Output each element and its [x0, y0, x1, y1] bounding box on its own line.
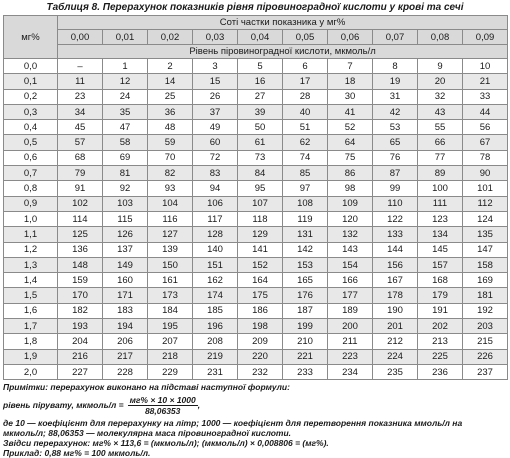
value-cell: 20: [418, 74, 463, 89]
column-header-cell: 0,01: [103, 30, 148, 45]
value-cell: 227: [58, 364, 103, 379]
value-cell: 135: [463, 227, 508, 242]
value-cell: 114: [58, 211, 103, 226]
value-cell: 6: [283, 59, 328, 74]
value-cell: 162: [193, 273, 238, 288]
hundredths-header: Соті частки показника у мг%: [58, 16, 508, 30]
value-cell: 117: [193, 211, 238, 226]
value-cell: 147: [463, 242, 508, 257]
value-cell: 76: [373, 150, 418, 165]
value-cell: 93: [148, 181, 193, 196]
value-cell: 140: [193, 242, 238, 257]
value-cell: 127: [148, 227, 193, 242]
value-cell: 202: [418, 319, 463, 334]
value-cell: 84: [238, 166, 283, 181]
value-cell: 12: [103, 74, 148, 89]
value-cell: 19: [373, 74, 418, 89]
column-header-cell: 0,09: [463, 30, 508, 45]
value-cell: 173: [148, 288, 193, 303]
value-cell: 129: [238, 227, 283, 242]
value-cell: 103: [103, 196, 148, 211]
row-mg-cell: 0,4: [4, 120, 58, 135]
value-cell: 51: [283, 120, 328, 135]
value-cell: 89: [418, 166, 463, 181]
table-row: [4, 227, 508, 242]
value-cell: 199: [283, 319, 328, 334]
value-cell: 133: [373, 227, 418, 242]
value-cell: 45: [58, 120, 103, 135]
value-cell: 90: [463, 166, 508, 181]
column-header-row: [4, 30, 508, 45]
value-cell: 176: [283, 288, 328, 303]
value-cell: 174: [193, 288, 238, 303]
value-cell: 101: [463, 181, 508, 196]
value-cell: 132: [328, 227, 373, 242]
table-row: [4, 120, 508, 135]
value-cell: 122: [373, 211, 418, 226]
value-cell: 177: [328, 288, 373, 303]
column-header-cell: 0,03: [193, 30, 238, 45]
value-cell: 56: [463, 120, 508, 135]
value-cell: 75: [328, 150, 373, 165]
column-header-cell: 0,07: [373, 30, 418, 45]
row-mg-cell: 0,7: [4, 166, 58, 181]
value-cell: 209: [238, 334, 283, 349]
value-cell: 219: [193, 349, 238, 364]
table-row: [4, 181, 508, 196]
row-mg-cell: 1,3: [4, 257, 58, 272]
table-row: [4, 150, 508, 165]
formula-numerator: мг% × 10 × 1000: [129, 394, 196, 405]
value-cell: 49: [193, 120, 238, 135]
formula: [3, 392, 507, 418]
value-cell: 157: [418, 257, 463, 272]
value-cell: 184: [148, 303, 193, 318]
table-row: [4, 319, 508, 334]
column-header-cell: 0,08: [418, 30, 463, 45]
value-cell: 9: [418, 59, 463, 74]
value-cell: 55: [418, 120, 463, 135]
value-cell: 204: [58, 334, 103, 349]
value-cell: 200: [328, 319, 373, 334]
table-row: [4, 211, 508, 226]
value-cell: 35: [103, 104, 148, 119]
row-mg-cell: 0,6: [4, 150, 58, 165]
value-cell: 2: [148, 59, 193, 74]
table-row: [4, 288, 508, 303]
value-cell: 187: [283, 303, 328, 318]
value-cell: 164: [238, 273, 283, 288]
value-cell: 183: [103, 303, 148, 318]
value-cell: 195: [148, 319, 193, 334]
row-mg-cell: 0,9: [4, 196, 58, 211]
table-row: [4, 303, 508, 318]
value-cell: 137: [103, 242, 148, 257]
row-mg-cell: 1,9: [4, 349, 58, 364]
value-cell: 57: [58, 135, 103, 150]
value-cell: 24: [103, 89, 148, 104]
notes-line-example: Приклад: 0,88 мг% = 100 мкмоль/л.: [3, 448, 151, 458]
value-cell: 128: [193, 227, 238, 242]
value-cell: 65: [373, 135, 418, 150]
conversion-table: [3, 15, 508, 380]
table-row: [4, 273, 508, 288]
value-cell: 131: [283, 227, 328, 242]
table-row: [4, 242, 508, 257]
value-cell: 225: [418, 349, 463, 364]
value-cell: 87: [373, 166, 418, 181]
column-header-cell: 0,00: [58, 30, 103, 45]
value-cell: 44: [463, 104, 508, 119]
value-cell: 61: [238, 135, 283, 150]
value-cell: 141: [238, 242, 283, 257]
table-row: [4, 196, 508, 211]
table-row: [4, 257, 508, 272]
value-cell: 92: [103, 181, 148, 196]
row-mg-cell: 1,1: [4, 227, 58, 242]
value-cell: 83: [193, 166, 238, 181]
value-cell: 40: [283, 104, 328, 119]
row-mg-cell: 0,3: [4, 104, 58, 119]
table-row: [4, 59, 508, 74]
column-header-cell: 0,06: [328, 30, 373, 45]
value-cell: 149: [103, 257, 148, 272]
value-cell: –: [58, 59, 103, 74]
value-cell: 139: [148, 242, 193, 257]
row-mg-cell: 1,0: [4, 211, 58, 226]
value-cell: 151: [193, 257, 238, 272]
value-cell: 68: [58, 150, 103, 165]
value-cell: 27: [238, 89, 283, 104]
value-cell: 233: [283, 364, 328, 379]
row-mg-cell: 1,4: [4, 273, 58, 288]
value-cell: 207: [148, 334, 193, 349]
value-cell: 15: [193, 74, 238, 89]
value-cell: 70: [148, 150, 193, 165]
value-cell: 171: [103, 288, 148, 303]
value-cell: 62: [283, 135, 328, 150]
value-cell: 14: [148, 74, 193, 89]
value-cell: 124: [463, 211, 508, 226]
row-mg-cell: 1,5: [4, 288, 58, 303]
notes-intro: Примітки: перерахунок виконано на підставі наступної формули:: [3, 382, 290, 393]
value-cell: 232: [238, 364, 283, 379]
value-cell: 194: [103, 319, 148, 334]
value-cell: 231: [193, 364, 238, 379]
value-cell: 193: [58, 319, 103, 334]
value-cell: 11: [58, 74, 103, 89]
formula-suffix: ,: [197, 400, 201, 411]
value-cell: 192: [463, 303, 508, 318]
value-cell: 73: [238, 150, 283, 165]
value-cell: 79: [58, 166, 103, 181]
value-cell: 64: [328, 135, 373, 150]
value-cell: 168: [418, 273, 463, 288]
value-cell: 95: [238, 181, 283, 196]
table-row: [4, 349, 508, 364]
notes-line-conversion: Звідси перерахунок: мг% × 113,6 = (мкмоль/л); (мкмоль/л) × 0,008806 = (мг%).: [3, 438, 329, 449]
value-cell: 212: [373, 334, 418, 349]
value-cell: 145: [418, 242, 463, 257]
value-cell: 154: [328, 257, 373, 272]
value-cell: 161: [148, 273, 193, 288]
value-cell: 203: [463, 319, 508, 334]
value-cell: 43: [418, 104, 463, 119]
value-cell: 50: [238, 120, 283, 135]
value-cell: 216: [58, 349, 103, 364]
value-cell: 39: [238, 104, 283, 119]
table-row: [4, 104, 508, 119]
value-cell: 236: [418, 364, 463, 379]
value-cell: 189: [328, 303, 373, 318]
value-cell: 208: [193, 334, 238, 349]
value-cell: 126: [103, 227, 148, 242]
value-cell: 104: [148, 196, 193, 211]
value-cell: 3: [193, 59, 238, 74]
value-cell: 111: [418, 196, 463, 211]
value-cell: 48: [148, 120, 193, 135]
value-cell: 165: [283, 273, 328, 288]
value-cell: 41: [328, 104, 373, 119]
row-mg-cell: 0,5: [4, 135, 58, 150]
value-cell: 190: [373, 303, 418, 318]
value-cell: 42: [373, 104, 418, 119]
table-body: [4, 59, 508, 380]
value-cell: 59: [148, 135, 193, 150]
value-cell: 158: [463, 257, 508, 272]
value-cell: 53: [373, 120, 418, 135]
value-cell: 185: [193, 303, 238, 318]
value-cell: 175: [238, 288, 283, 303]
value-cell: 226: [463, 349, 508, 364]
value-cell: 160: [103, 273, 148, 288]
value-cell: 18: [328, 74, 373, 89]
value-cell: 201: [373, 319, 418, 334]
value-cell: 156: [373, 257, 418, 272]
value-cell: 218: [148, 349, 193, 364]
value-cell: 82: [148, 166, 193, 181]
value-cell: 196: [193, 319, 238, 334]
value-cell: 106: [193, 196, 238, 211]
value-cell: 26: [193, 89, 238, 104]
value-cell: 144: [373, 242, 418, 257]
value-cell: 186: [238, 303, 283, 318]
value-cell: 142: [283, 242, 328, 257]
row-mg-cell: 0,8: [4, 181, 58, 196]
value-cell: 72: [193, 150, 238, 165]
value-cell: 182: [58, 303, 103, 318]
value-cell: 120: [328, 211, 373, 226]
value-cell: 108: [283, 196, 328, 211]
value-cell: 167: [373, 273, 418, 288]
row-mg-cell: 0,2: [4, 89, 58, 104]
value-cell: 150: [148, 257, 193, 272]
table-row: [4, 74, 508, 89]
mg-percent-header: мг%: [4, 16, 58, 59]
value-cell: 143: [328, 242, 373, 257]
value-cell: 7: [328, 59, 373, 74]
value-cell: 112: [463, 196, 508, 211]
table-row: [4, 334, 508, 349]
value-cell: 94: [193, 181, 238, 196]
value-cell: 223: [328, 349, 373, 364]
value-cell: 181: [463, 288, 508, 303]
value-cell: 100: [418, 181, 463, 196]
notes-line-molar-mass: мкмоль/л; 88,06353 — молекулярна маса піровиноградної кислоти.: [3, 428, 292, 439]
row-mg-cell: 0,0: [4, 59, 58, 74]
value-cell: 97: [283, 181, 328, 196]
value-cell: 213: [418, 334, 463, 349]
value-cell: 74: [283, 150, 328, 165]
value-cell: 153: [283, 257, 328, 272]
value-cell: 47: [103, 120, 148, 135]
value-cell: 224: [373, 349, 418, 364]
value-cell: 119: [283, 211, 328, 226]
value-cell: 67: [463, 135, 508, 150]
value-cell: 220: [238, 349, 283, 364]
table-row: [4, 135, 508, 150]
value-cell: 17: [283, 74, 328, 89]
formula-fraction: [128, 394, 201, 416]
value-cell: 107: [238, 196, 283, 211]
table-row: [4, 166, 508, 181]
value-cell: 5: [238, 59, 283, 74]
value-cell: 23: [58, 89, 103, 104]
value-cell: 198: [238, 319, 283, 334]
value-cell: 25: [148, 89, 193, 104]
column-header-cell: 0,05: [283, 30, 328, 45]
value-cell: 60: [193, 135, 238, 150]
table-title: Таблиця 8. Перерахунок показників рівня піровиноградної кислоти у крові та сечі: [46, 2, 464, 13]
value-cell: 235: [373, 364, 418, 379]
value-cell: 109: [328, 196, 373, 211]
units-header: Рівень піровиноградної кислоти, мкмоль/л: [58, 45, 508, 59]
value-cell: 28: [283, 89, 328, 104]
row-mg-cell: 1,8: [4, 334, 58, 349]
row-mg-cell: 1,6: [4, 303, 58, 318]
value-cell: 134: [418, 227, 463, 242]
value-cell: 30: [328, 89, 373, 104]
value-cell: 99: [373, 181, 418, 196]
value-cell: 221: [283, 349, 328, 364]
value-cell: 215: [463, 334, 508, 349]
value-cell: 77: [418, 150, 463, 165]
value-cell: 116: [148, 211, 193, 226]
value-cell: 170: [58, 288, 103, 303]
value-cell: 159: [58, 273, 103, 288]
value-cell: 228: [103, 364, 148, 379]
column-header-cell: 0,04: [238, 30, 283, 45]
value-cell: 86: [328, 166, 373, 181]
value-cell: 1: [103, 59, 148, 74]
value-cell: 102: [58, 196, 103, 211]
value-cell: 166: [328, 273, 373, 288]
value-cell: 178: [373, 288, 418, 303]
value-cell: 237: [463, 364, 508, 379]
value-cell: 217: [103, 349, 148, 364]
value-cell: 10: [463, 59, 508, 74]
value-cell: 36: [148, 104, 193, 119]
value-cell: 152: [238, 257, 283, 272]
value-cell: 125: [58, 227, 103, 242]
value-cell: 110: [373, 196, 418, 211]
value-cell: 31: [373, 89, 418, 104]
value-cell: 58: [103, 135, 148, 150]
table-row: [4, 89, 508, 104]
value-cell: 37: [193, 104, 238, 119]
value-cell: 34: [58, 104, 103, 119]
value-cell: 169: [463, 273, 508, 288]
value-cell: 8: [373, 59, 418, 74]
value-cell: 81: [103, 166, 148, 181]
value-cell: 66: [418, 135, 463, 150]
value-cell: 118: [238, 211, 283, 226]
notes-line-coefficients: де 10 — коефіцієнт для перерахунку на літр; 1000 — коефіцієнт для перетворення показника ммоль/л на: [3, 418, 463, 429]
value-cell: 69: [103, 150, 148, 165]
column-header-cell: 0,02: [148, 30, 193, 45]
value-cell: 98: [328, 181, 373, 196]
row-mg-cell: 1,2: [4, 242, 58, 257]
value-cell: 78: [463, 150, 508, 165]
value-cell: 32: [418, 89, 463, 104]
row-mg-cell: 1,7: [4, 319, 58, 334]
formula-denominator: 88,06353: [144, 405, 181, 416]
formula-prefix: рівень пірувату, мкмоль/л =: [3, 400, 124, 411]
value-cell: 148: [58, 257, 103, 272]
value-cell: 52: [328, 120, 373, 135]
value-cell: 85: [283, 166, 328, 181]
value-cell: 210: [283, 334, 328, 349]
table-row: [4, 364, 508, 379]
value-cell: 234: [328, 364, 373, 379]
row-mg-cell: 0,1: [4, 74, 58, 89]
value-cell: 211: [328, 334, 373, 349]
value-cell: 136: [58, 242, 103, 257]
value-cell: 16: [238, 74, 283, 89]
notes-section: [3, 382, 507, 458]
value-cell: 33: [463, 89, 508, 104]
value-cell: 179: [418, 288, 463, 303]
value-cell: 115: [103, 211, 148, 226]
value-cell: 91: [58, 181, 103, 196]
value-cell: 206: [103, 334, 148, 349]
value-cell: 191: [418, 303, 463, 318]
row-mg-cell: 2,0: [4, 364, 58, 379]
value-cell: 123: [418, 211, 463, 226]
value-cell: 21: [463, 74, 508, 89]
value-cell: 229: [148, 364, 193, 379]
